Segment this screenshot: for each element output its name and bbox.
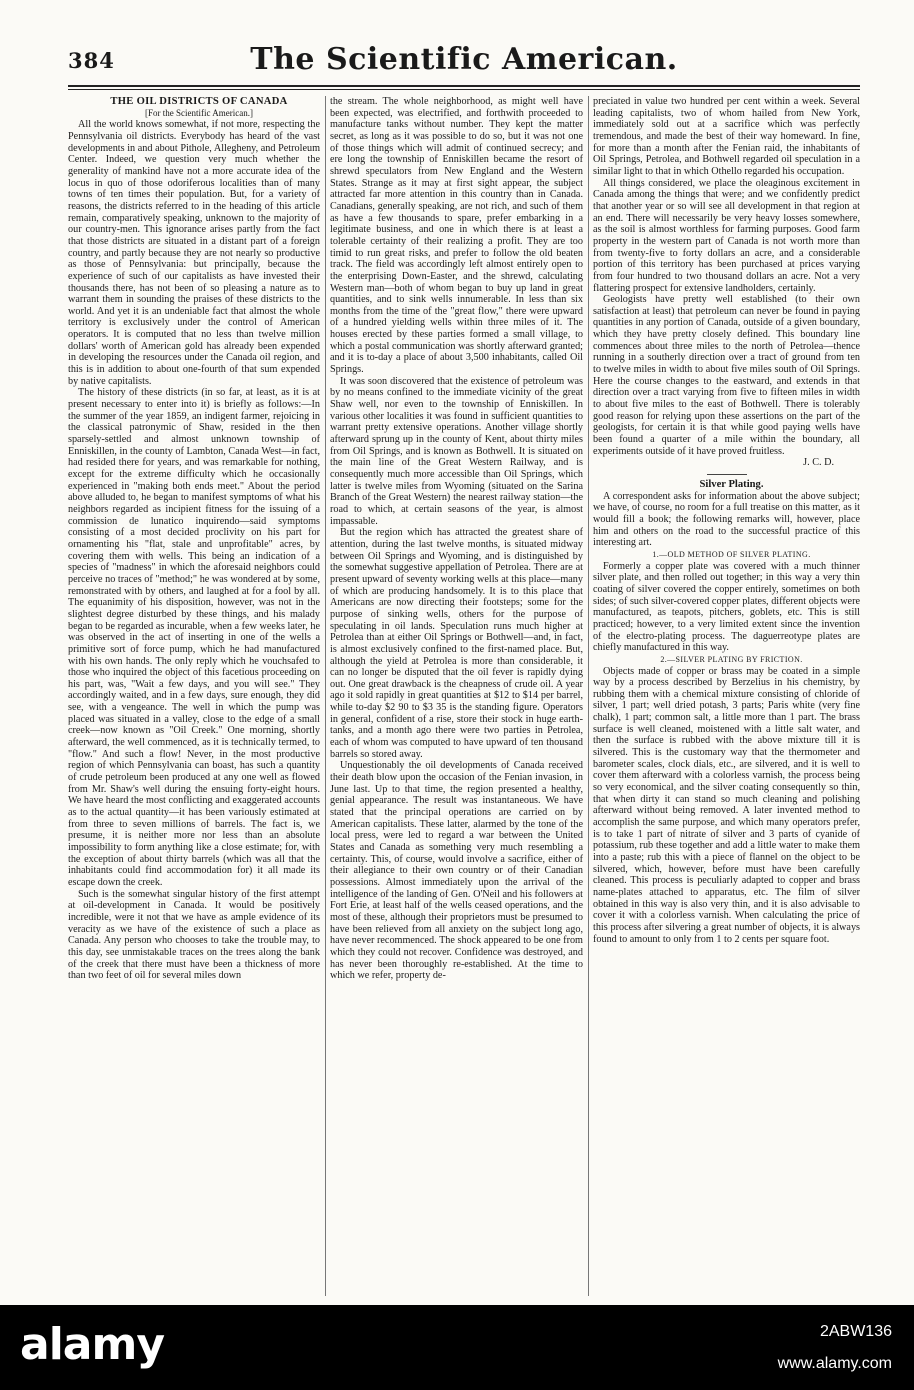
paragraph: The history of these districts (in so far, at least, as it is at present necessary to enter into it) is briefly as follows:—In the summer of the year 1859, an indigent farmer, rejoicing in the classical patronymic of Shaw, resided in the then sparsely-settled and almost unknown township of Enniskillen, in the county of Lambton, Canada West—in fact, had resided there for years, and was remarkable for nothing, except for the extreme difficulty which he occasionally experienced in "making both ends meet." About the period above alluded to, he began to manifest symptoms of what his neighbors regarded as incipient fitness for the issuing of a commission de lunatico inquirendo—said symptoms consisting of a most decided proclivity on his part for ornamenting his "flat, stale and unprofitable" acres, by covering them with wells. This being an indication of a species of "madness" in which the aforesaid neighbors could perceive no traces of "method;" he was wondered at by some, remonstrated with by others, and laughed at for a fool by all. The equanimity of his disposition, however, was not in the slightest degree disturbed by these things, and his malady began to be regarded as incurable, when a few weeks later, he was observed in the act of inserting in one of the wells a primitive sort of force pump, which he had manufactured with his own hands. The only reply which he vouchsafed to those who inquired the object of this facetious proceeding on his part, was, "Wait a few days, and you will see." They accordingly waited, and in a few days, sure enough, they did see, with a vengeance. The well in which the pump was placed was situated in a valley, close to the edge of a small creek—now known as "Oil Creek." One morning, shortly afterward, the well commenced, as it is technically termed, to "flow." And such a flow! Never, in the most productive region of which Pennsylvania can boast, has such a quantity of crude petroleum been produced at any one well as flowed from Mr. Shaw's well during the ensuing forty-eight hours. We have heard the most conflicting and exaggerated accounts as to the actual quantity—it has been variously estimated at from three to seven millions of barrels. The fact is, we presume, it is neither more nor less than an absolute impossibility to form anything like a close estimate; for, with the exception of about thirty barrels (which was all that the inhabitants could find accommodation for) it all made its escape down the creek.	[68, 387, 320, 888]
watermark-footer	[0, 1305, 914, 1390]
masthead: The Scientific American.	[250, 42, 678, 77]
paragraph: the stream. The whole neighborhood, as might well have been expected, was electrified, and forthwith proceeded to manufacture tanks without number. They kept the matter secret, as long as it was possible to do so, but it was not one of those things which will admit of continued secrecy; and ere long the township of Enniskillen became the resort of shrewd speculators from New England and the Western States. Strange as it may at first sight appear, the subject attracted far more attention in this country than in Canada. Canadians, generally speaking, are not rich, and such of them as have a few thousands to spare, prefer embarking in a legitimate business, and one in which there is at least a tolerable certainty of their realizing a profit. They are too timid to run great risks, and prefer to follow the old beaten track. The field was accordingly left almost entirely open to the enterprising Down-Easter, and the shrewd, calculating Western man—both of whom began to buy up land in great quantities, and to sink wells innumerable. In less than six months from the time of the "great flow," there were upward of a hundred yielding wells within three miles of it. The houses erected by these parties formed a small village, to which a postal communication was shortly afterward granted; and it is to-day a place of about 3,500 inhabitants, called Oil Springs.	[330, 96, 583, 376]
paragraph: Geologists have pretty well established (to their own satisfaction at least) that petroleum can never be found in paying quantities in any portion of Canada, outside of a given boundary, which they have pretty closely defined. This boundary line commences about three miles to the north of Petrolea—thence running in a southerly direction over a tract of ground from ten to twelve miles in width to about five miles south of Oil Springs. Here the course changes to the eastward, and extends in that direction over a tract varying from five to fifteen miles in width to about five miles to the east of Bothwell. There is tolerably good reason for relying upon these assertions on the part of the geologists, for certain it is that while good paying wells have been found a quarter of a mile within the boundary, all experiments outside of it have proved fruitless.	[593, 294, 860, 457]
paragraph: But the region which has attracted the greatest share of attention, during the last twelve months, is situated midway between Oil Springs and Wyoming, and is distinguished by the somewhat suggestive appellation of Petrolea. There are at present upward of seventy working wells at this place—many of which are producing handsomely. It is to this place that Americans are now directing their footsteps; some for the purpose of sinking wells, others for the purpose of speculating in oil lands. Speculation runs much higher at Petrolea than at either Oil Springs or Bothwell—and, in fact, is almost exclusively confined to the first-named place. But, although the yield at Petrolea is more than considerable, it can no longer be disputed that the oil fever is rapidly dying out. One great drawback is the cheapness of crude oil. A year ago it sold rapidly in great quantities at $12 to $14 per barrel, while to-day $2 90 to $3 35 is the standing figure. Operators in general, confident of a rise, store their stock in huge earth-tanks, and a month ago there were two parties in Petrolea, each of whom was computed to have upward of ten thousand barrels so stored away.	[330, 527, 583, 760]
alamy-logo: alamy	[20, 1319, 164, 1370]
paragraph: A correspondent asks for information about the above subject; we have, of course, no room for a full treatise on this matter, as it would fill a book; the following remarks will, however, place him and others on the road to the successful practice of this interesting art.	[593, 490, 860, 549]
article-title: THE OIL DISTRICTS OF CANADA	[110, 96, 288, 107]
subheading: 2.—SILVER PLATING BY FRICTION.	[660, 654, 803, 664]
header-rule-thin	[68, 89, 860, 90]
page-header	[68, 42, 860, 94]
article-signature: J. C. D.	[803, 457, 834, 469]
site-url: www.alamy.com	[777, 1355, 892, 1372]
watermark-bar	[0, 1305, 914, 1390]
paragraph: Such is the somewhat singular history of the first attempt at oil-development in Canada. It would be positively incredible, were it not that we have as ample evidence of its veracity as we have of the existence of such a place as Canada. Any person who chooses to take the trouble may, to this day, see unmistakable traces on the trees along the bank of the creek that there must have been a thickness of more than two feet of oil for several miles down	[68, 888, 320, 982]
header-rule	[68, 85, 860, 87]
paragraph: preciated in value two hundred per cent within a week. Several leading capitalists, two of whom hailed from New York, immediately sold out at a sacrifice which was perfectly tremendous, and made the best of their way homeward. In fine, for more than a month after the Fenian raid, the inhabitants of Oil Springs, Petrolea, and Bothwell regarded oil speculation in a similar light to that in which Othello regarded his occupation.	[593, 96, 860, 177]
column-divider	[325, 96, 326, 1296]
section-title: Silver Plating.	[699, 479, 764, 490]
subheading: 1.—OLD METHOD OF SILVER PLATING.	[652, 549, 811, 559]
article-columns	[68, 96, 860, 1300]
paragraph: Formerly a copper plate was covered with a much thinner silver plate, and then rolled out together; in this way a very thin coating of silver covered the copper entirely, sometimes on both sides; of such silver-covered copper plates, different objects were manufactured, as teapots, pitchers, goblets, etc. This is still practiced; however, to a very limited extent since the invention of the electro-plating process. The daguerreotype plates are chiefly manufactured in this way.	[593, 560, 860, 654]
page-number: 384	[68, 48, 115, 73]
column-3	[593, 96, 860, 1300]
paragraph: All things considered, we place the oleaginous excitement in Canada among the things that were; and we confidently predict that another year or so will see all development in that region at an end. There will necessarily be very heavy losses somewhere, as the soil is almost worthless for farming purposes. Good farm property in the western part of Canada is not worth more than from twenty-five to forty dollars an acre, and a considerable portion of this territory has been purchased at prices varying from four hundred to two thousand dollars an acre. Not a very flattering prospect for extensive landholders, certainly.	[593, 177, 860, 294]
paragraph: It was soon discovered that the existence of petroleum was by no means confined to the immediate vicinity of the great Shaw well, nor even to the township of Enniskillen. In various other localities it was found in sufficient quantities to warrant pretty extensive operations. Another village shortly afterward sprung up in the county of Kent, about thirty miles from Oil Springs, and is known as Bothwell. It is situated on the main line of the Great Western Railway, and is consequently much more accessible than Oil Springs, which latter is twelve miles from Wyoming (situated on the Sarina Branch of the Great Western) the nearest railway station—the road to which, at certain seasons of the year, is almost impassable.	[330, 375, 583, 527]
image-id: 2ABW136	[819, 1323, 892, 1340]
article-byline: [For the Scientific American.]	[145, 107, 253, 118]
column-2	[330, 96, 583, 1300]
paragraph: Objects made of copper or brass may be coated in a simple way by a process described by Berzelius in his chemistry, by rubbing them with a chemical mixture consisting of chloride of silver, 1 part; well dried potash, 3 parts; Paris white (very fine chalk), 1 part; common salt, a little more than 1 part. The brass surface is well cleaned, moistened with a little salt water, and then the surface is rubbed with the above mixture till it is silvered. This is the customary way that the thermometer and barometer scales, clock dials, etc., are silvered, and it is well to cover them afterward with a colorless varnish, the process being so very economical, and the silver coating consequently so thin, that when dirty it can stand so much cleaning and polishing afterward without being removed. A later invented method to accomplish the same purpose, and which many operators prefer, is to take 1 part of nitrate of silver and 3 parts of cyanide of potassium, rub these together and add a little water to make them into a paste; rub this with a piece of flannel on the object to be silvered, which, however, before must have been carefully cleaned. This process is peculiarly adapted to copper and brass name-plates attached to apparatus, etc. The film of silver obtained in this way is also very thin, and it is also advisable to cover it with a colorless varnish. When calculating the price of this process after silvering a great number of objects, it is always found to amount to only from 1 to 2 cents per square foot.	[593, 665, 860, 945]
paragraph: Unquestionably the oil developments of Canada received their death blow upon the occasion of the Fenian invasion, in June last. Up to that time, the region presented a healthy, genial appearance. The result was instantaneous. We have stated that the principal operations are carried on by American capitalists. These latter, alarmed by the tone of the local press, were led to regard a war between the United States and Canada as something very much resembling a certainty. This, of course, would involve a sacrifice, either of their allegiance to their own country or of their Canadian possessions. Almost immediately upon the arrival of the intelligence of the landing of Gen. O'Neil and his followers at Fort Erie, at least half of the wells ceased operations, and the most of these, although their proprietors must be presumed to have been relieved from all anxiety on the subject long ago, have never recommenced. The shock appeared to be one from which they could not recover. Confidence was destroyed, and has never been thoroughly re-established. At the time to which we refer, property de-	[330, 760, 583, 982]
column-1	[68, 96, 320, 1300]
column-divider	[588, 96, 589, 1296]
section-separator	[707, 474, 747, 475]
paragraph: All the world knows somewhat, if not more, respecting the Pennsylvania oil districts. Everybody has heard of the vast developments in and about Pithole, Allegheny, and Petroleum Center. Indeed, we question very much whether the generality of mankind have not a more accurate idea of the locus in quo of those odoriferous localities than of many towns of ten times their population. But, for a variety of reasons, the districts referred to in the heading of this article remain, comparatively speaking, unknown to the majority of our country-men. This ignorance arises partly from the fact that those districts are situated in a distant part of a foreign country, and partly because they are not nearly so productive as those of Pennsylvania: but principally, because the experience of such of our capitalists as have invested their thousands there, has not been of so pleasing a nature as to warrant them in sounding the praises of these districts to the world. And yet it is an undeniable fact that almost the whole territory is exclusively under the control of American operators. It is computed that no less than twelve million dollars' worth of American gold has already been expended in developing the resources under the Canada oil region, and this is in addition to about one-fourth of that sum expended by native capitalists.	[68, 119, 320, 387]
